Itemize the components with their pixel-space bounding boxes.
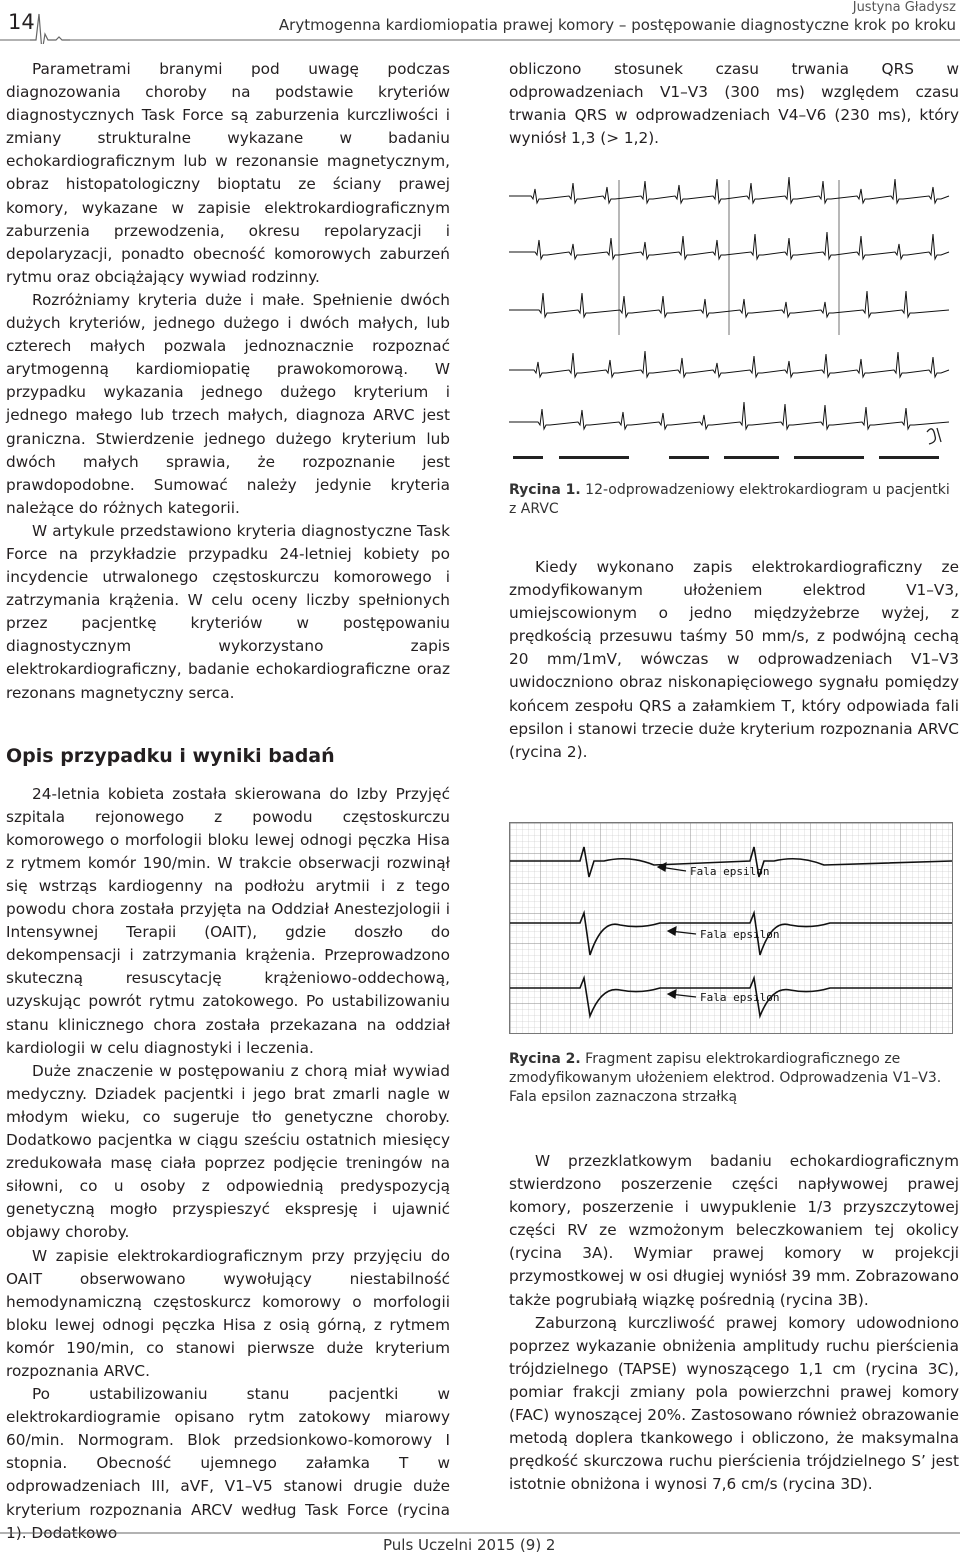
paragraph: Parametrami branymi pod uwagę podczas diagnozowania choroby na podstawie kryteriów diagnostycznych Task Force są zaburzenia kurczliwości i zmiany strukturalne wykazane w badaniu echokardiograficznym lub w rezonansie magnetycznym, obraz histopatologiczny bioptatu ze ściany prawej komory, wykazane w zapisie elektrokardiograficznym zaburzenia przewodzenia, okresu repolaryzacji i depolaryzacji, ponadto obecność komorowych zaburzeń rytmu oraz obciążający wywiad rodzinny. <box>6 60 450 286</box>
section-heading: Opis przypadku i wyniki badań <box>6 744 335 767</box>
epsilon-annotation: Fala epsilon <box>690 865 770 878</box>
paragraph: Zaburzoną kurczliwość prawej komory udowodniono poprzez wykazanie obniżenia amplitudy ruchu pierścienia trójdzielnego (TAPSE) wynoszącego 1,1 cm (rycina 3C), pomiar frakcji zmiany pola powierzchni prawej komory (FAC) wynoszącej 20%. Zastosowano również obrazowanie metodą doplera tkankowego i obliczono, że maksymalna prędkość skurczowa ruchu pierścienia trójdzielnego S’ jest istotnie obniżona i wynosi 7,6 cm/s (rycina 3D). <box>509 1313 959 1494</box>
paragraph: W zapisie elektrokardiograficznym przy przyjęciu do OAIT obserwowano wywołujący niestabilność hemodynamiczną częstoskurcz komorowy o morfologii bloku lewej odnogi pęczka Hisa z osią górną, z rytmem komór 190/min, co stanowi pierwsze duże kryterium rozpoznania ARVC. <box>6 1246 450 1380</box>
figure-2-ecg-fragment <box>509 822 953 1034</box>
ecg-12-lead-image <box>509 160 954 470</box>
paragraph: W przezklatkowym badaniu echokardiograficznym stwierdzono poszerzenie części napływowej prawej komory, poszerzenie i uwypuklenie 1/3 przyszczytowej części RV ze wzmożonym beleczkowaniem tej okolicy (rycina 3A). Wymiar prawej komory w projekcji przymostkowej w osi długiej wyniósł 39 mm. Zobrazowano także pogrubiałą wiązkę pośrednią (rycina 3B). <box>509 1152 959 1309</box>
paragraph: Duże znaczenie w postępowaniu z chorą miał wywiad medyczny. Dziadek pacjentki i jego brat zmarli nagle w młodym wieku, co sugeruje tło genetyczne choroby. Dodatkowo pacjentka w ciągu sześciu ostatnich miesięcy zredukowała masę ciała poprzez podjęcie treningów na siłowni, co u osoby z odpowiednią predyspozycją genetyczną mogło przyspieszyć ekspresję i ujawnić objawy choroby. <box>6 1061 450 1242</box>
right-column-top <box>509 58 959 150</box>
ecg-epsilon-image <box>510 823 952 1033</box>
left-column <box>6 58 450 1545</box>
figure-2-caption-text: Fragment zapisu elektrokardiograficznego ze zmodyfikowanym ułożeniem elektrod. Odprowadzenia V1–V3. Fala epsilon zaznaczona strzałką <box>509 1051 942 1105</box>
paragraph: 24-letnia kobieta została skierowana do Izby Przyjęć szpitala rejonowego z powodu częstoskurczu komorowego o morfologii bloku lewej odnogi pęczka Hisa z rytmem komór 190/min. W trakcie obserwacji rozwinął się wstrząs kardiogenny na podłożu arytmii i z tego powodu chora została przyjęta na Oddział Anestezjologii i Intensywnej Terapii (OAIT), gdzie doszło do dekompensacji i zatrzymania krążenia. Przeprowadzono skuteczną resuscytację krążeniowo-oddechową, uzyskując powrót rytmu zatokowego. Po ustabilizowaniu stanu klinicznego chora została przekazana na oddział kardiologii w celu diagnostyki i leczenia. <box>6 784 450 1057</box>
figure-1-label: Rycina 1. <box>509 482 581 498</box>
right-column-bottom <box>509 1150 959 1496</box>
page-header <box>0 0 960 44</box>
epsilon-annotation: Fala epsilon <box>700 928 780 941</box>
paragraph: W artykule przedstawiono kryteria diagnostyczne Task Force na przykładzie przypadku 24-letniej kobiety po incydencie utrwalonego częstoskurczu komorowego i zatrzymania krążenia. W celu oceny liczby spełnionych przez pacjentkę kryteriów w postępowaniu diagnostycznym wykorzystano zapis elektrokardiograficzny, badanie echokardiograficzne oraz rezonans magnetyczny serca. <box>6 521 450 702</box>
paragraph: Po ustabilizowaniu stanu pacjentki w elektrokardiogramie opisano rytm zatokowy miarowy 60/min. Normogram. Blok przedsionkowo-komorowy I stopnia. Obecność ujemnego załamka T w odprowadzeniach III, aVF, V1–V5 stanowi drugie duże kryterium rozpoznania ARCV według Task Force (rycina 1). Dodatkowo <box>6 1385 450 1542</box>
figure-1-caption <box>509 481 959 519</box>
right-column-middle <box>509 556 959 764</box>
paragraph: Kiedy wykonano zapis elektrokardiograficzny ze zmodyfikowanym ułożeniem elektrod V1–V3, umiejscowionym o jedno międzyżebrze wyżej, z prędkością przesuwu taśmy 50 mm/s, z podwójną cechą 20 mm/1mV, wówczas w odprowadzeniach V1–V3 uwidoczniono obraz niskonapięciowego sygnału pomiędzy końcem zespołu QRS a załamkiem T, który odpowiada fali epsilon i stanowi trzecie duże kryterium rozpoznania ARVC (rycina 2). <box>509 558 959 761</box>
paragraph: obliczono stosunek czasu trwania QRS w odprowadzeniach V1–V3 (300 ms) względem czasu trwania QRS w odprowadzeniach V4–V6 (230 ms), który wyniósł 1,3 (> 1,2). <box>509 60 959 148</box>
header-running-title: Arytmogenna kardiomiopatia prawej komory – postępowanie diagnostyczne krok po kroku <box>278 16 956 34</box>
page-number: 14 <box>8 10 35 34</box>
figure-1-ecg <box>509 160 954 470</box>
paragraph: Rozróżniamy kryteria duże i małe. Spełnienie dwóch dużych kryteriów, jednego dużego i dwóch małych, lub czterech małych pozwala jednoznacznie rozpoznać arytmogenną kardiomiopatię prawokomorową. W przypadku wykazania jednego dużego kryterium i jednego małego lub trzech małych, diagnoza ARVC jest graniczna. Stwierdzenie jednego dużego kryterium lub dwóch małych sprawia, że rozpoznanie jest prawdopodobne. Sumować należy jedynie kryteria należące do różnych kategorii. <box>6 290 450 517</box>
figure-2-label: Rycina 2. <box>509 1051 581 1067</box>
page-footer <box>0 1532 960 1561</box>
epsilon-annotation: Fala epsilon <box>700 991 780 1004</box>
figure-1-caption-text: 12-odprowadzeniowy elektrokardiogram u pacjentki z ARVC <box>509 482 950 517</box>
header-author: Justyna Gładysz <box>852 0 956 15</box>
figure-2-caption <box>509 1050 959 1107</box>
journal-footer: Puls Uczelni 2015 (9) 2 <box>383 1536 556 1554</box>
